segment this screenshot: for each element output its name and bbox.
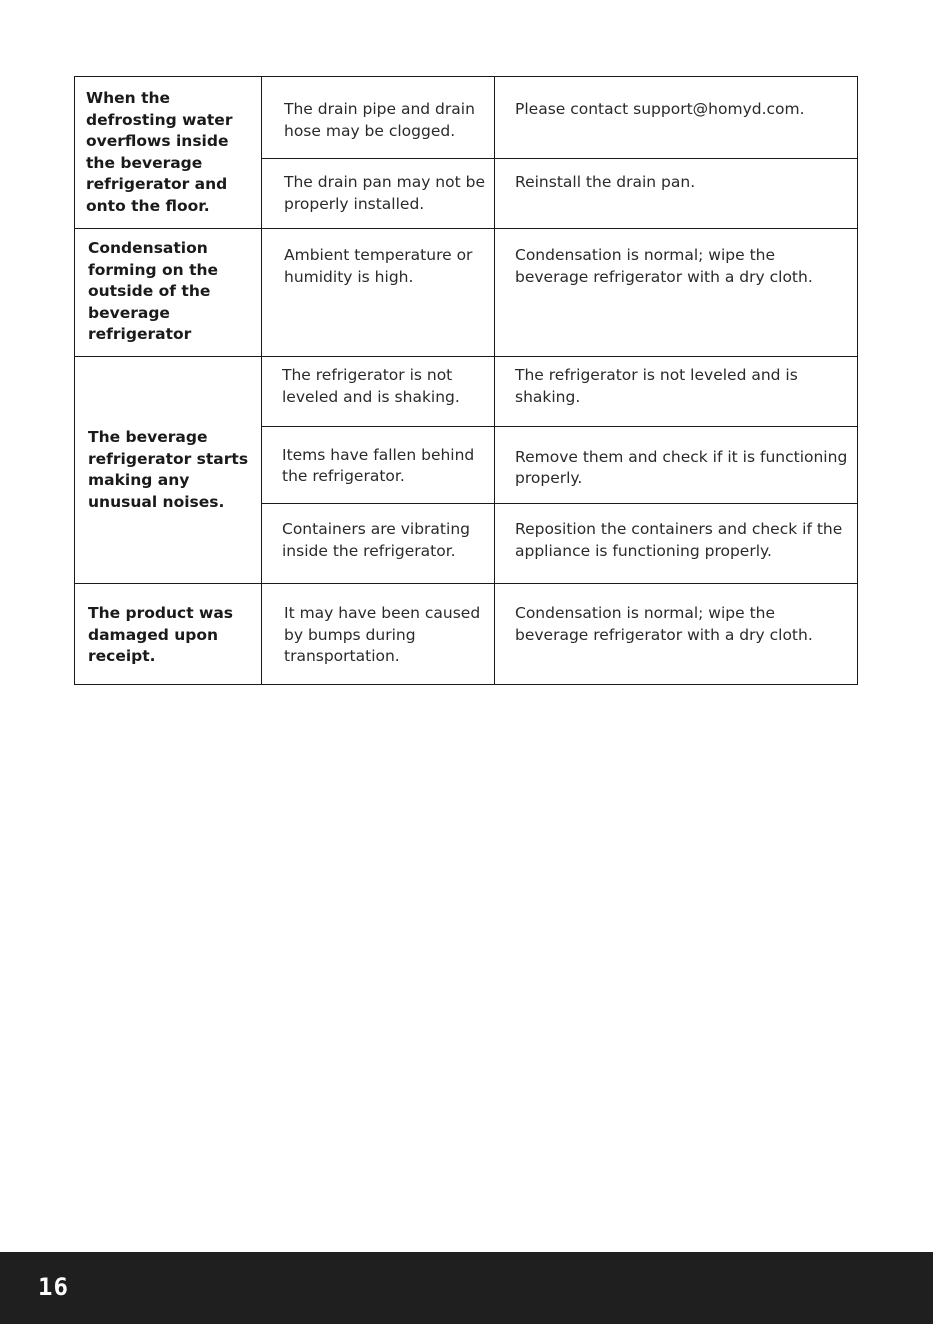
table-group [75,356,857,583]
cause-cell: Items have fallen behind the refrigerator. [262,427,495,504]
footer-bar [0,1252,933,1324]
cause-solution-rows [262,229,857,356]
solution-cell: Reinstall the drain pan. [515,173,696,191]
cause-cell: The drain pan may not be properly installed. [262,159,495,228]
problem-cell: When the defrosting water overflows inside the beverage refrigerator and onto the floor. [75,77,262,228]
cause-solution-rows [262,357,857,583]
cause-cell: The drain pipe and drain hose may be clogged. [262,77,495,158]
table-row [262,229,857,356]
cause-cell: The refrigerator is not leveled and is shaking. [262,357,495,426]
problem-cell: The beverage refrigerator starts making any unusual noises. [75,357,262,583]
cause-cell: It may have been caused by bumps during transportation. [262,584,495,684]
solution-cell: Please contact support@homyd.com. [515,100,805,118]
cause-cell: Containers are vibrating inside the refrigerator. [262,504,495,583]
table-row [262,584,857,684]
cause-solution-rows [262,77,857,228]
table-group [75,583,857,684]
troubleshooting-table [74,76,858,685]
table-row [262,426,857,504]
page-number: 16 [38,1273,69,1301]
solution-cell: Remove them and check if it is functioning properly. [515,447,848,488]
table-row [262,77,857,158]
table-row [262,503,857,583]
problem-cell: Condensation forming on the outside of the beverage refrigerator [75,229,262,356]
solution-cell: Reposition the containers and check if the appliance is functioning properly. [515,520,843,560]
table-row [262,158,857,228]
solution-cell: The refrigerator is not leveled and is shaking. [515,366,798,406]
table-group [75,228,857,356]
table-group [75,77,857,228]
cause-cell: Ambient temperature or humidity is high. [262,229,495,356]
solution-cell: Condensation is normal; wipe the beverage refrigerator with a dry cloth. [515,604,813,644]
solution-cell: Condensation is normal; wipe the beverage refrigerator with a dry cloth. [515,246,813,286]
cause-solution-rows [262,584,857,684]
problem-cell: The product was damaged upon receipt. [75,584,262,684]
table-row [262,357,857,426]
